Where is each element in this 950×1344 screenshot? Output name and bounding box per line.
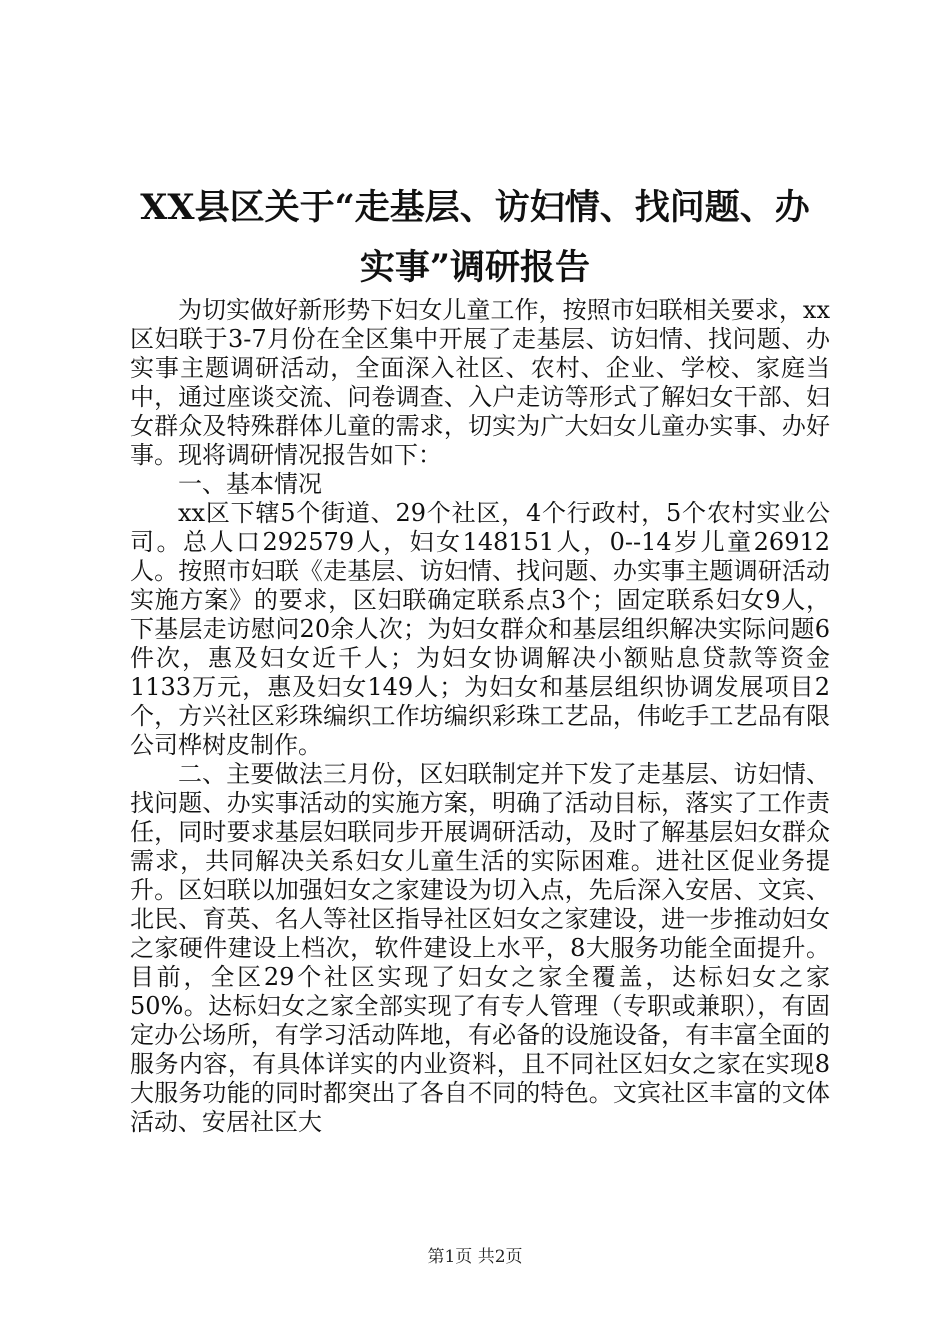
paragraph-basic-info: xx区下辖5个街道、29个社区，4个行政村，5个农村实业公司。总人口292579人，妇女148151人，0--14岁儿童26912人。按照市妇联《走基层、访妇情、找问题、办实事主题调研活动实施方案》的要求，区妇联确定联系点3个；固定联系妇女9人，下基层走访慰问20余人次；为妇女群众和基层组织解决实际问题6件次，惠及妇女近千人；为妇女协调解决小额贴息贷款等资金1133万元，惠及妇女149人；为妇女和基层组织协调发展项目2个，方兴社区彩珠编织工作坊编织彩珠工艺品，伟屹手工艺品有限公司桦树皮制作。 [130, 499, 830, 759]
paragraph-main-practices: 二、主要做法三月份，区妇联制定并下发了走基层、访妇情、找问题、办实事活动的实施方案，明确了活动目标，落实了工作责任，同时要求基层妇联同步开展调研活动，及时了解基层妇女群众需求，共同解决关系妇女儿童生活的实际困难。进社区促业务提升。区妇联以加强妇女之家建设为切入点，先后深入安居、文宾、北民、育英、名人等社区指导社区妇女之家建设，进一步推动妇女之家硬件建设上档次，软件建设上水平，8大服务功能全面提升。目前，全区29个社区实现了妇女之家全覆盖，达标妇女之家50%。达标妇女之家全部实现了有专人管理（专职或兼职），有固定办公场所，有学习活动阵地，有必备的设施设备，有丰富全面的服务内容，有具体详实的内业资料，且不同社区妇女之家在实现8大服务功能的同时都突出了各自不同的特色。文宾社区丰富的文体活动、安居社区大 [130, 760, 830, 1136]
document-title-line-1: XX县区关于“走基层、访妇情、找问题、办 [140, 187, 810, 228]
section-heading-basic-info: 一、基本情况 [178, 470, 322, 498]
document-body [130, 296, 830, 1137]
paragraph-intro: 为切实做好新形势下妇女儿童工作，按照市妇联相关要求，xx区妇联于3-7月份在全区集中开展了走基层、访妇情、找问题、办实事主题调研活动，全面深入社区、农村、企业、学校、家庭当中，通过座谈交流、问卷调查、入户走访等形式了解妇女干部、妇女群众及特殊群体儿童的需求，切实为广大妇女儿童办实事、办好事。现将调研情况报告如下： [130, 296, 830, 469]
page-footer: 第1页 共2页 [427, 1247, 523, 1267]
document-title-line-2: 实事”调研报告 [359, 247, 591, 288]
